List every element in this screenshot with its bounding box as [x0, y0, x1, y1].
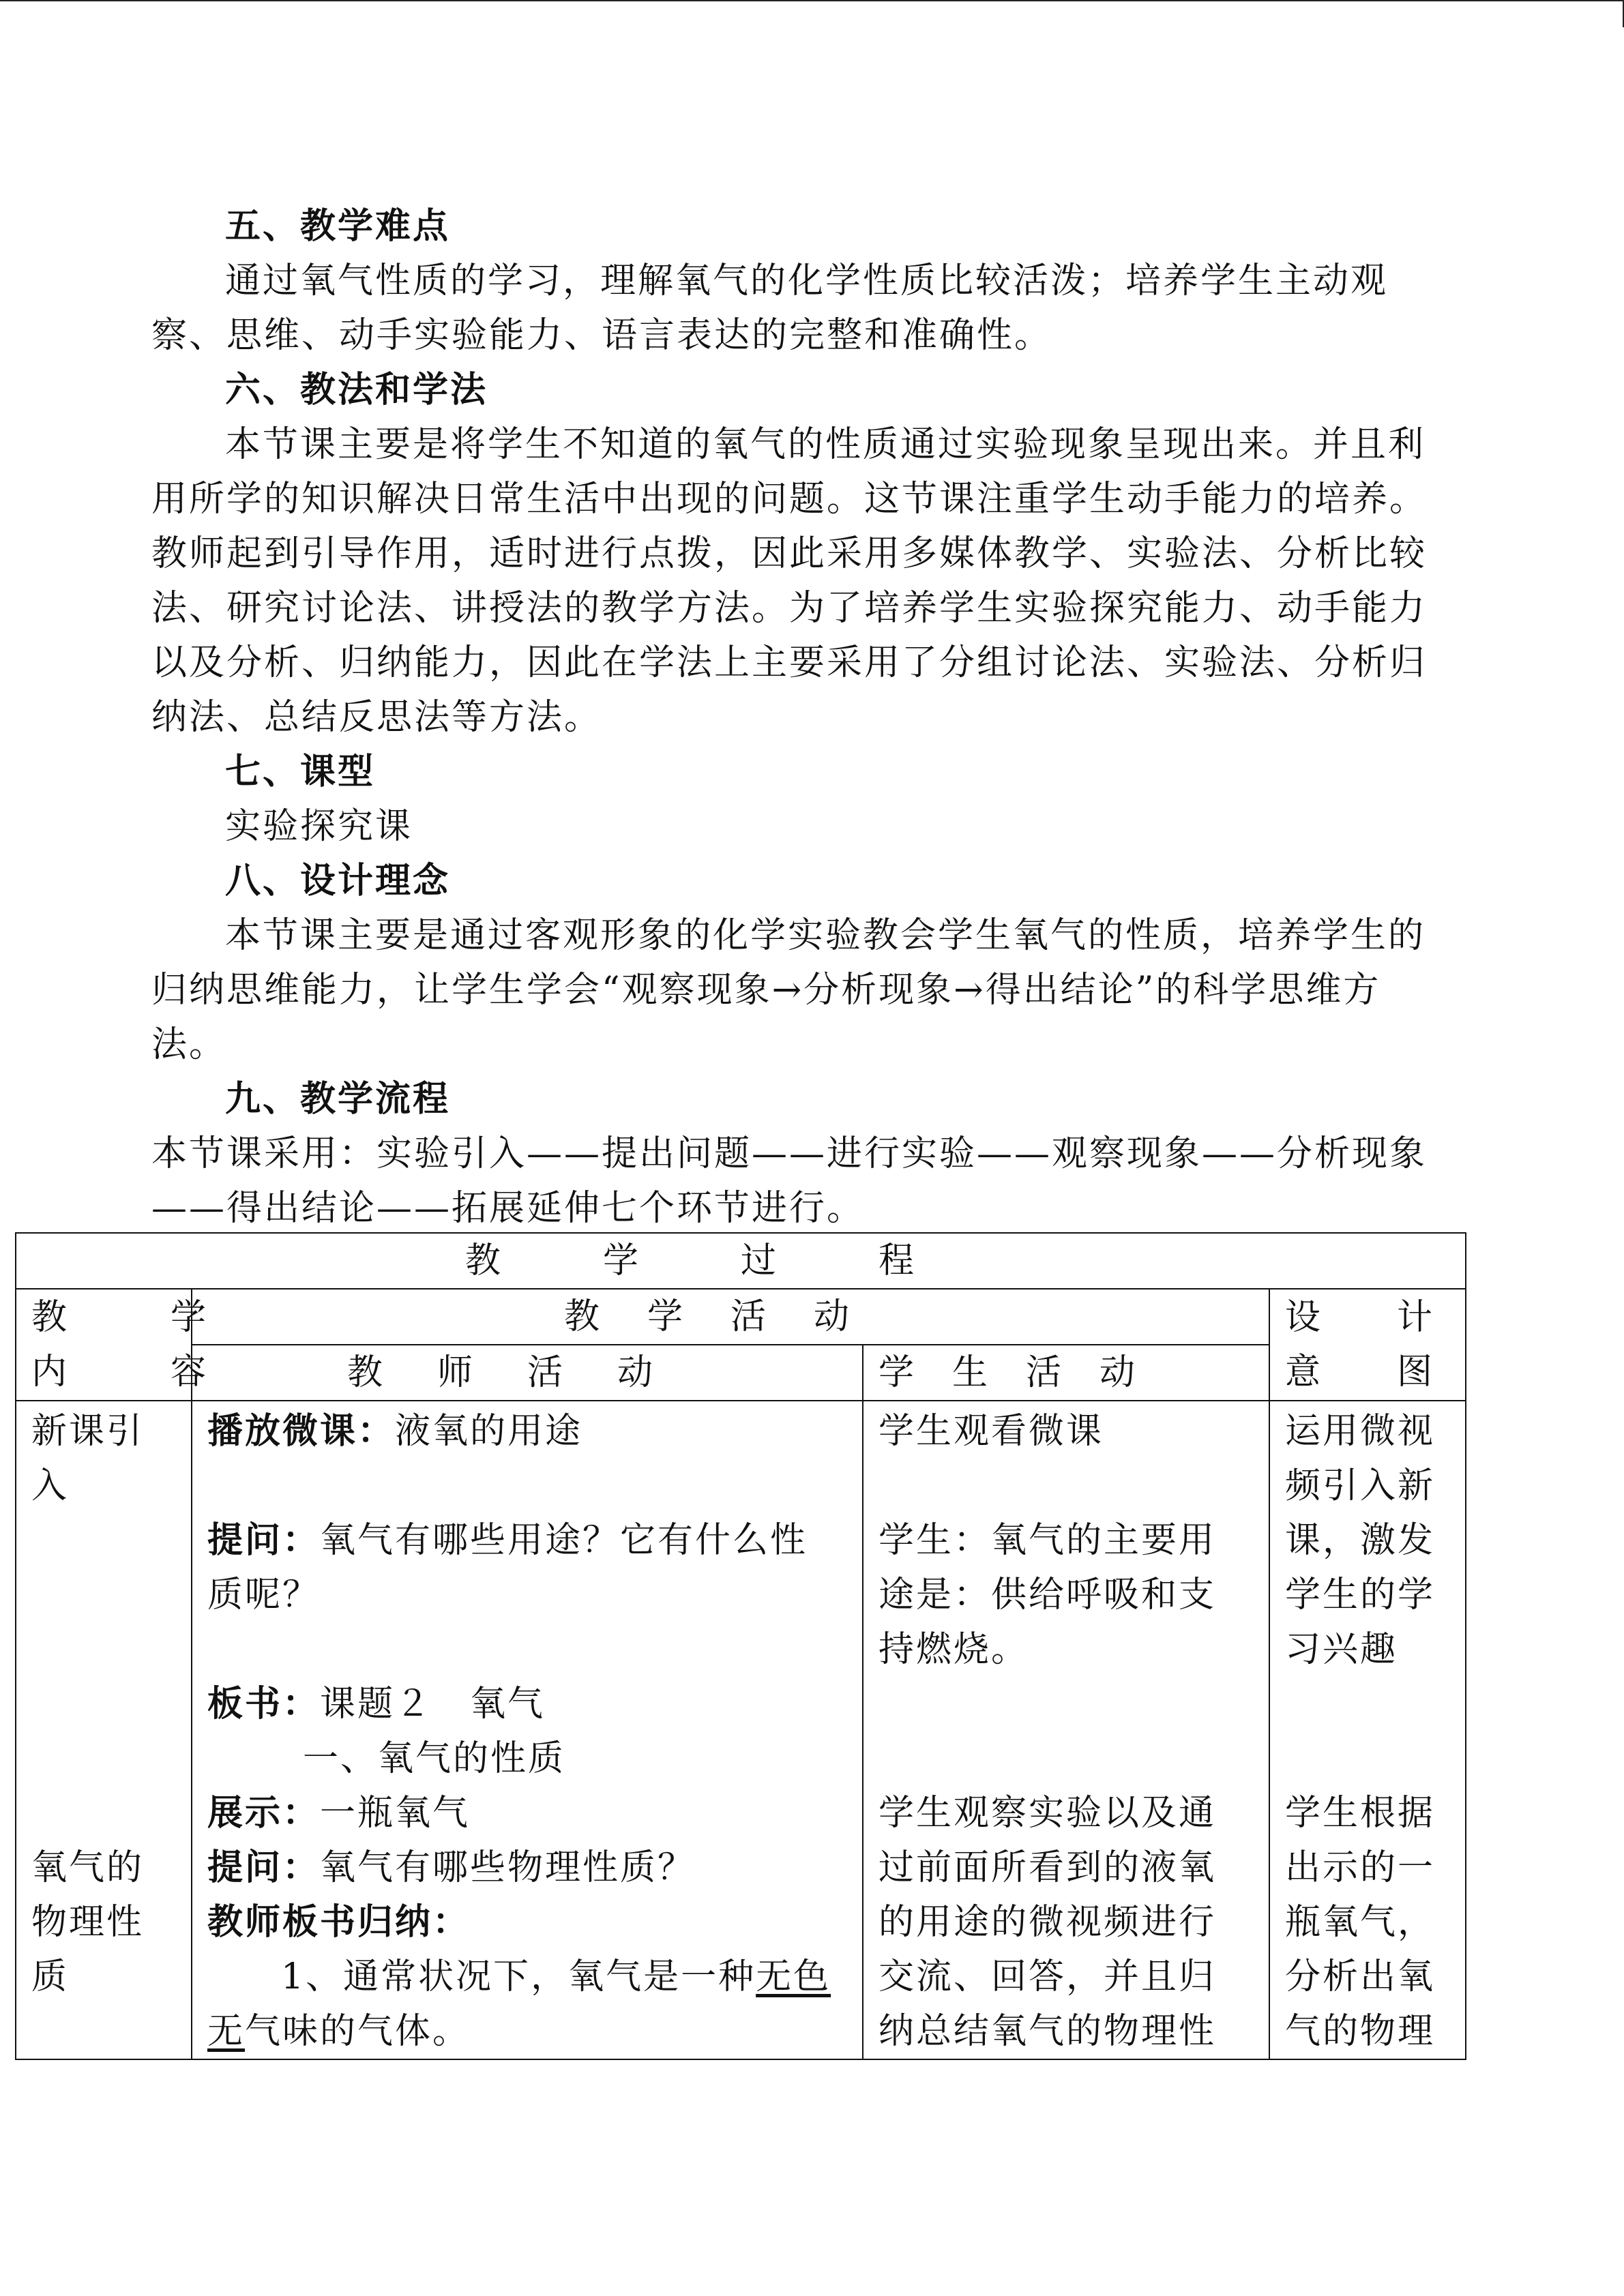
header-activity-cell: [192, 1289, 1269, 1345]
header-student-text: 学生活动: [879, 1352, 1174, 1393]
teacher-line-text: 一、氧气的性质: [303, 1738, 566, 1779]
content-line: 物理性: [31, 1902, 145, 1943]
teacher-line-label: 播放微课：: [207, 1410, 396, 1452]
paragraph-line: 教师起到引导作用，适时进行点拨，因此采用多媒体教学、实验法、分析比较: [151, 533, 1428, 574]
page-border-top: [0, 0, 1624, 1]
header-student-cell: [863, 1345, 1269, 1401]
teacher-line-text: 质呢？: [207, 1575, 321, 1615]
teacher-line-label: 提问：: [207, 1847, 321, 1888]
header-teacher-cell: [192, 1345, 863, 1401]
teacher-line: [207, 1840, 847, 1895]
paragraph-line: 归纳思维能力，让学生学会“观察现象→分析现象→得出结论”的科学思维方: [151, 970, 1381, 1011]
section-heading: 九、教学流程: [225, 1078, 451, 1120]
teacher-line-text: 1、通常状况下，氧气是一种: [281, 1956, 756, 1997]
student-line: 学生观看微课: [879, 1411, 1104, 1452]
header-design-line1: 设 计: [1285, 1297, 1453, 1338]
teacher-line-text: 氧气有哪些物理性质？: [320, 1847, 696, 1888]
paragraph-line: 本节课主要是通过客观形象的化学实验教会学生氧气的性质，培养学生的: [225, 915, 1426, 956]
header-content-line2: 内 容: [31, 1352, 241, 1392]
design-intent-cell: [1269, 1401, 1466, 2059]
paragraph-line: 察、思维、动手实验能力、语言表达的完整和准确性。: [151, 315, 1052, 356]
teacher-line-label: 教师板书归纳：: [207, 1901, 471, 1943]
table-title: [16, 1233, 1466, 1289]
content-line: 氧气的: [31, 1847, 145, 1888]
paragraph-line: 以及分析、归纳能力，因此在学法上主要采用了分组讨论法、实验法、分析归: [151, 642, 1428, 683]
paragraph-line: 纳法、总结反思法等方法。: [151, 697, 602, 738]
design-line: 学生根据: [1285, 1793, 1436, 1834]
design-line: 学生的学: [1285, 1575, 1436, 1615]
section-heading: 七、课型: [225, 751, 376, 792]
teacher-line: [207, 1950, 847, 2004]
student-line: 过前面所看到的液氧: [879, 1847, 1217, 1888]
teacher-line-label: 展示：: [207, 1792, 321, 1834]
student-line: 持燃烧。: [879, 1629, 1029, 1670]
teaching-process-table: [15, 1232, 1466, 2060]
teacher-line-text: 一瓶氧气: [320, 1793, 471, 1834]
header-teacher-text: 教师活动: [346, 1352, 707, 1393]
teacher-line-text: 氧气有哪些用途？它有什么性: [320, 1520, 808, 1561]
paragraph-line: 本节课采用：实验引入——提出问题——进行实验——观察现象——分析现象: [151, 1133, 1428, 1174]
table-title-text: 教学过程: [465, 1240, 1017, 1281]
teacher-activity-cell: [192, 1401, 863, 2059]
content-column-cell: [16, 1401, 192, 2059]
student-line: 交流、回答，并且归: [879, 1956, 1217, 1997]
paragraph-line: ——得出结论——拓展延伸七个环节进行。: [151, 1188, 865, 1229]
paragraph-line: 用所学的知识解决日常生活中出现的问题。这节课注重学生动手能力的培养。: [151, 479, 1428, 520]
teacher-line-label: 板书：: [207, 1683, 321, 1725]
student-line: 途是：供给呼吸和支: [879, 1575, 1217, 1615]
underlined-term: 无: [207, 2011, 246, 2052]
student-line: 学生观察实验以及通: [879, 1793, 1217, 1834]
design-line: 课，激发: [1285, 1520, 1436, 1561]
underlined-term: 无色: [756, 1956, 831, 1997]
design-line: 瓶氧气，: [1285, 1902, 1436, 1943]
section-heading: 五、教学难点: [225, 205, 451, 247]
section-heading: 六、教法和学法: [225, 369, 488, 411]
teacher-line: [207, 1895, 847, 1950]
student-line: 的用途的微视频进行: [879, 1902, 1217, 1943]
design-line: 分析出氧: [1285, 1956, 1436, 1997]
design-line: 出示的一: [1285, 1847, 1436, 1888]
teacher-line: [207, 1513, 847, 1568]
paragraph-line: 法。: [151, 1024, 227, 1065]
content-line: 质: [31, 1956, 70, 1997]
header-design-cell: [1269, 1289, 1466, 1401]
teacher-line: [207, 1404, 847, 1459]
student-line: 纳总结氧气的物理性: [879, 2011, 1217, 2052]
teacher-line-text: 气味的气体。: [245, 2011, 471, 2052]
paragraph-line: 法、研究讨论法、讲授法的教学方法。为了培养学生实验探究能力、动手能力: [151, 588, 1428, 629]
teacher-line: [207, 1677, 847, 1731]
header-design-line2: 意 图: [1285, 1352, 1453, 1392]
teacher-line: [207, 1731, 847, 1786]
paragraph-line: 本节课主要是将学生不知道的氧气的性质通过实验现象呈现出来。并且利: [225, 424, 1426, 465]
header-content-cell: [16, 1289, 241, 1401]
design-line: 运用微视: [1285, 1411, 1436, 1452]
teacher-line-label: 提问：: [207, 1519, 321, 1561]
paragraph-line: 通过氧气性质的学习，理解氧气的化学性质比较活泼；培养学生主动观: [225, 260, 1389, 301]
student-line: 学生：氧气的主要用: [879, 1520, 1217, 1561]
teacher-line-text: 液氧的用途: [395, 1411, 583, 1452]
design-line: 气的物理: [1285, 2011, 1436, 2052]
teacher-line: [207, 1786, 847, 1840]
design-line: 习兴趣: [1285, 1629, 1398, 1670]
paragraph-line: 实验探究课: [225, 806, 413, 847]
content-line: 新课引: [31, 1411, 145, 1452]
header-activity-text: 教学活动: [563, 1296, 897, 1337]
teacher-line: [207, 2004, 847, 2059]
teacher-line: [207, 1568, 847, 1622]
content-line: 入: [31, 1465, 70, 1506]
design-line: 频引入新: [1285, 1465, 1436, 1506]
section-heading: 八、设计理念: [225, 860, 451, 901]
header-content-line1: 教 学: [31, 1297, 241, 1338]
teacher-line-text: 课题２ 氧气: [320, 1684, 546, 1725]
student-activity-cell: [863, 1401, 1269, 2059]
